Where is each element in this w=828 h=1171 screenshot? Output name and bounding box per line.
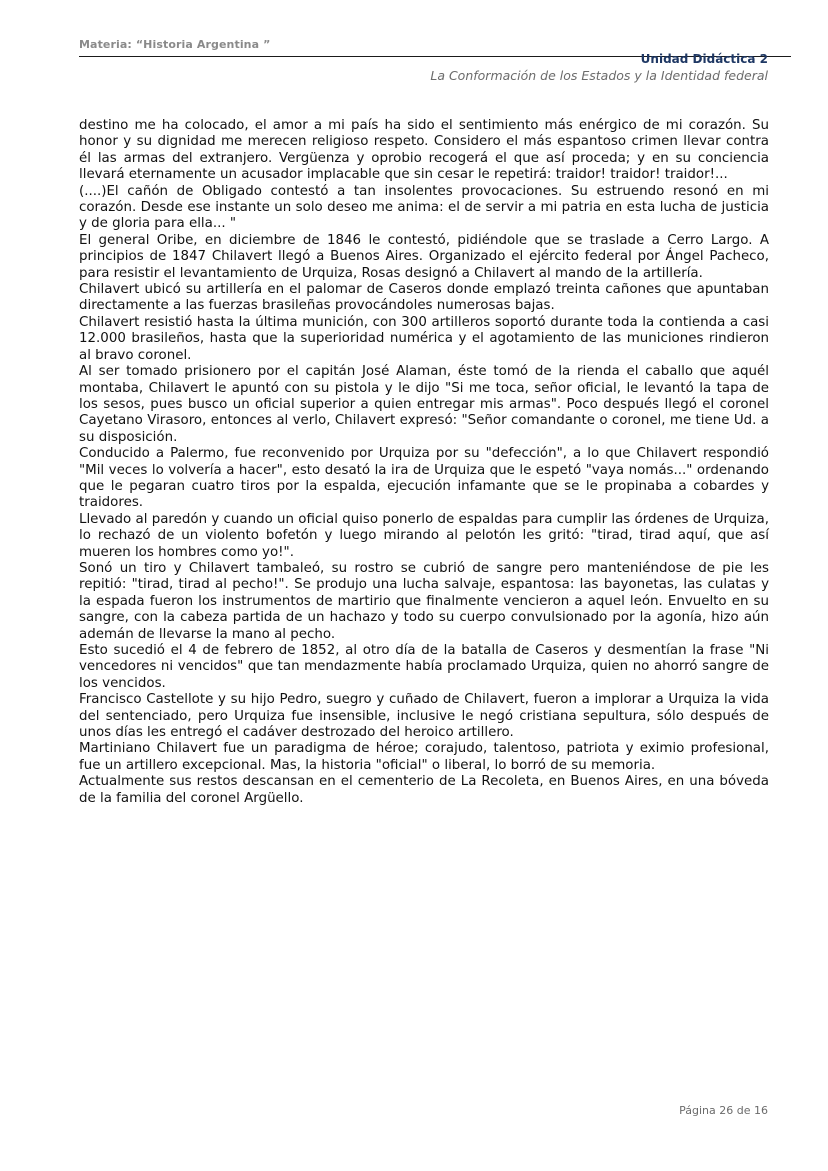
paragraph: Sonó un tiro y Chilavert tambaleó, su rostro se cubrió de sangre pero manteniéndose de pie les repitió: "tirad, tirad al pecho!". Se produjo una lucha salvaje, espantosa: las bayonetas, las culatas y la espada fueron los instrumentos de martirio que finalmente vencieron a aquel león. Envuelto en su sangre, con la cabeza partida de un hachazo y todo su cuerpo convulsionado por la agonía, hizo aún ademán de llevarse la mano al pecho.: [79, 560, 769, 642]
paragraph: Chilavert resistió hasta la última munición, con 300 artilleros soportó durante toda la contienda a casi 12.000 brasileños, hasta que la superioridad numérica y el agotamiento de las municiones rindieron al bravo coronel.: [79, 314, 769, 363]
paragraph: El general Oribe, en diciembre de 1846 le contestó, pidiéndole que se traslade a Cerro Largo. A principios de 1847 Chilavert llegó a Buenos Aires. Organizado el ejército federal por Ángel Pacheco, para resistir el levantamiento de Urquiza, Rosas designó a Chilavert al mando de la artillería.: [79, 232, 769, 281]
paragraph: Esto sucedió el 4 de febrero de 1852, al otro día de la batalla de Caseros y desmentían la frase "Ni vencedores ni vencidos" que tan mendazmente había proclamado Urquiza, quien no ahorró sangre de los vencidos.: [79, 643, 769, 691]
header-subtitle: La Conformación de los Estados y la Identidad federal: [430, 68, 768, 83]
header-subject: Materia: “Historia Argentina ”: [79, 38, 271, 51]
paragraph: destino me ha colocado, el amor a mi país ha sido el sentimiento más enérgico de mi corazón. Su honor y su dignidad me merecen religioso respeto. Considero el más espantoso crimen llevar contra él las armas del extranjero. Vergüenza y oprobio recogerá el que así proceda; y en su conciencia llevará eternamente un acusador implacable que sin cesar le repetirá: traidor! traidor! traidor!...: [79, 118, 769, 183]
paragraph: Llevado al paredón y cuando un oficial quiso ponerlo de espaldas para cumplir las órdenes de Urquiza, lo rechazó de un violento bofetón y luego mirando al pelotón les gritó: "tirad, tirad aquí, que así mueren los hombres como yo!".: [79, 511, 769, 560]
paragraph: Martiniano Chilavert fue un paradigma de héroe; corajudo, talentoso, patriota y eximio profesional, fue un artillero excepcional. Mas, la historia "oficial" o liberal, lo borró de su memoria.: [79, 741, 769, 773]
document-body: [79, 118, 769, 807]
paragraph: (....)El cañón de Obligado contestó a tan insolentes provocaciones. Su estruendo resonó en mi corazón. Desde ese instante un solo deseo me anima: el de servir a mi patria en esta lucha de justicia y de gloria para ella... ": [79, 183, 769, 232]
paragraph: Chilavert ubicó su artillería en el palomar de Caseros donde emplazó treinta cañones que apuntaban directamente a las fuerzas brasileñas provocándoles numerosas bajas.: [79, 282, 769, 314]
paragraph: Conducido a Palermo, fue reconvenido por Urquiza por su "defección", a lo que Chilavert respondió "Mil veces lo volvería a hacer", esto desató la ira de Urquiza que le espetó "vaya nomás..." ordenando que le pegaran cuatro tiros por la espalda, ejecución infamante que se le propinaba a cobardes y traidores.: [79, 446, 769, 511]
paragraph: Francisco Castellote y su hijo Pedro, suegro y cuñado de Chilavert, fueron a implorar a Urquiza la vida del sentenciado, pero Urquiza fue insensible, inclusive le negó cristiana sepultura, sólo después de unos días les entregó el cadáver destrozado del heroico artillero.: [79, 692, 769, 741]
paragraph: Actualmente sus restos descansan en el cementerio de La Recoleta, en Buenos Aires, en una bóveda de la familia del coronel Argüello.: [79, 774, 769, 806]
paragraph: Al ser tomado prisionero por el capitán José Alaman, éste tomó de la rienda el caballo que aquél montaba, Chilavert le apuntó con su pistola y le dijo "Si me toca, señor oficial, le levantó la tapa de los sesos, pues busco un oficial superior a quien entregar mis armas". Poco después llegó el coronel Cayetano Virasoro, entonces al verlo, Chilavert expresó: "Señor comandante o coronel, me tiene Ud. a su disposición.: [79, 364, 769, 445]
header-unit-title: Unidad Didáctica 2: [640, 52, 768, 66]
page-number: Página 26 de 16: [679, 1104, 768, 1117]
